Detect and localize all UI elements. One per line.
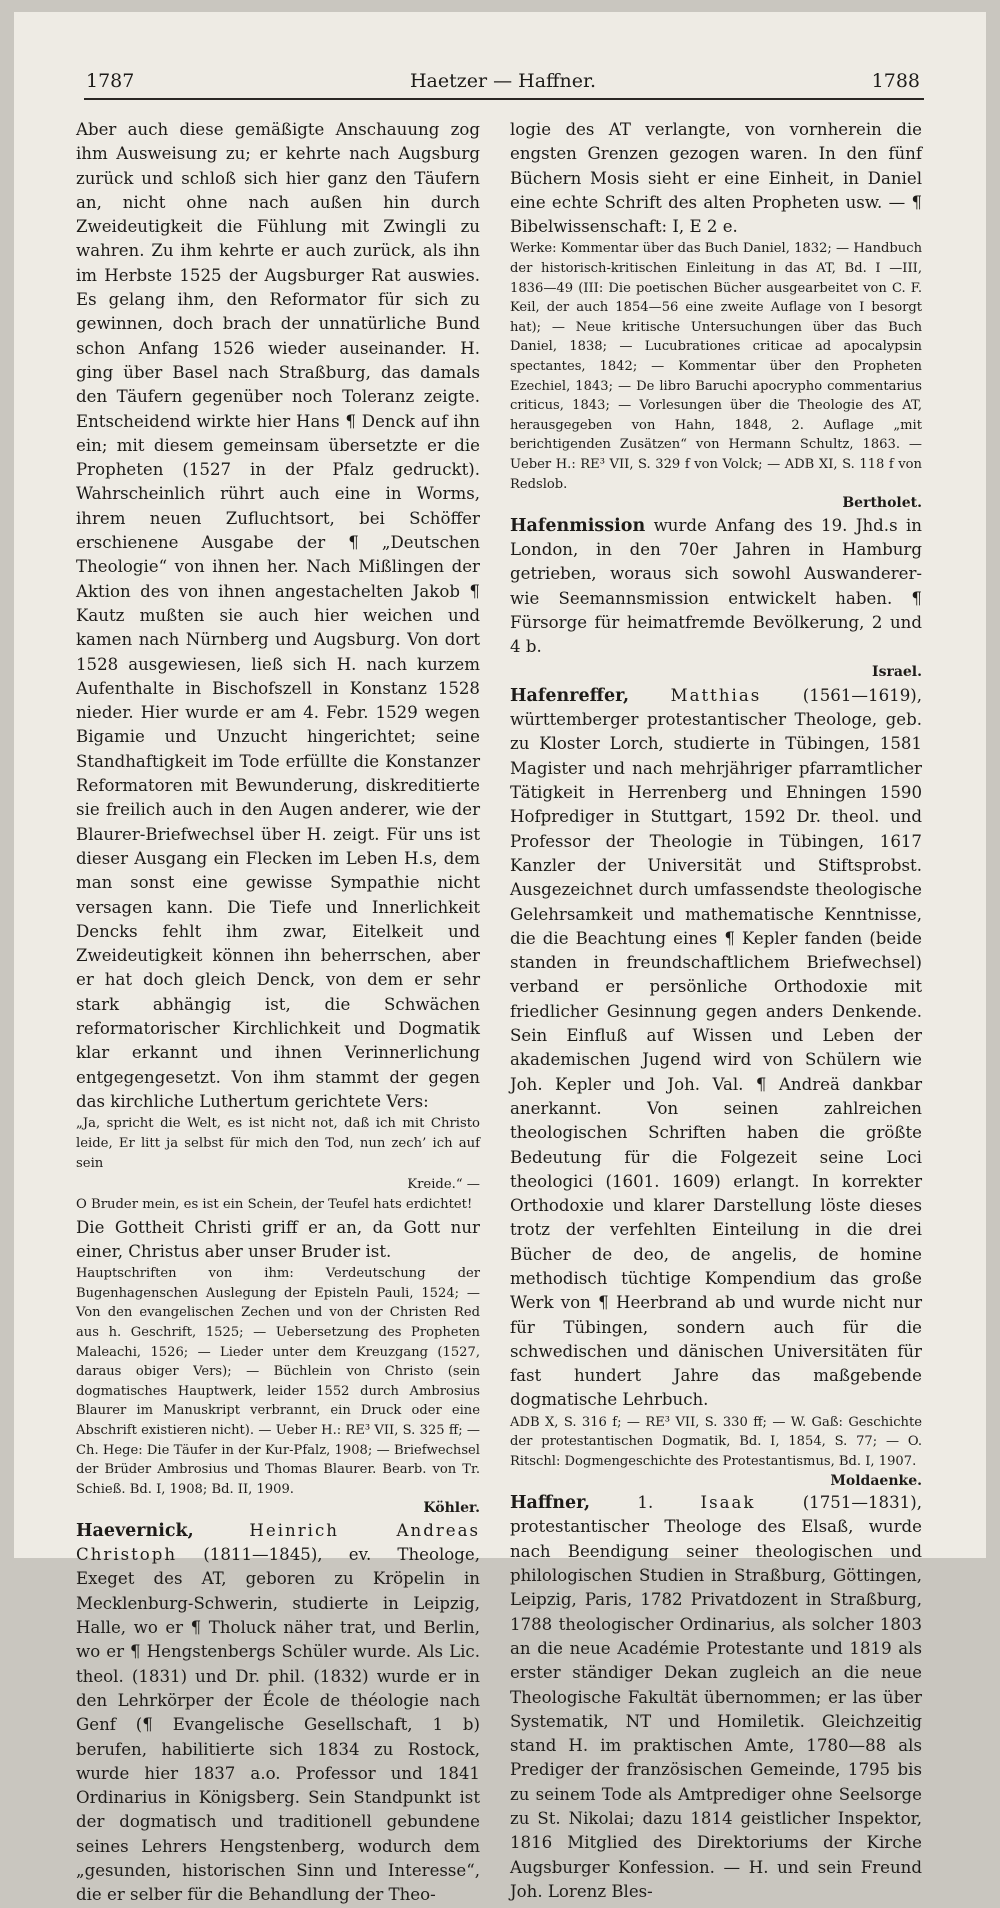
verse-quote: „Ja, spricht die Welt, es ist nicht not, daß ich mit Christo leide, Er litt ja selbst für mich den Tod, nun zech’ ich auf sein [76, 1116, 480, 1172]
author-signature: Moldaenke. [830, 1472, 922, 1489]
entry-number: 1. [637, 1493, 654, 1513]
entry-lemma: Haevernick, [76, 1520, 194, 1541]
verse-rhyme: Die Gottheit Christi griff er an, da Gott nur einer, Christus aber unser Bruder ist. [76, 1218, 480, 1262]
page-number-left: 1787 [86, 70, 135, 92]
entry-hafenreffer [510, 684, 922, 1413]
entry-haffner [510, 1491, 922, 1904]
entry-haevernick [76, 1519, 480, 1908]
haevernick-continuation: logie des AT verlangte, von vornherein die engsten Grenzen gezogen waren. In den fünf Büchern Mosis sieht er eine Einheit, in Daniel eine echte Schrift des alten Propheten usw. — ¶ Bibelwissenschaft: I, E 2 e. [510, 120, 922, 237]
page-header [86, 70, 920, 100]
haevernick-works: Werke: Kommentar über das Buch Daniel, 1832; — Handbuch der historisch-kritischen Einleitung in das AT, Bd. I —III, 1836—49 (III: Die poetischen Bücher ausgearbeitet von C. F. Keil, der auch 1854—56 eine zweite Auflage von I besorgt hat); — Neue kritische Untersuchungen über das Buch Daniel, 1838; — Lucubrationes criticae ad apocalypsin spectantes, 1842; — Kommentar über den Propheten Ezechiel, 1843; — De libro Baruchi apocrypho commentarius criticus, 1843; — Vorlesungen über die Theologie des AT, herausgegeben von Hahn, 1848, 2. Auflage „mit berichtigenden Zusätzen“ von Hermann Schultz, 1863. — Ueber H.: RE³ VII, S. 329 f von Volck; — ADB XI, S. 118 f von Redslob. Bertholet. [510, 239, 922, 513]
entry-person-name: Matthias [670, 685, 762, 705]
dictionary-page [14, 12, 986, 1905]
entry-lemma: Hafenreffer, [510, 685, 630, 706]
haetzer-bibliography: Hauptschriften von ihm: Verdeutschung der Bugenhagenschen Auslegung der Episteln Pauli, 1524; — Von den evangelischen Zechen und von der Christen Red aus h. Geschrift, 1525; — Uebersetzung des Propheten Maleachi, 1526; — Lieder unter dem Kreuzgang (1527, daraus obiger Vers); — Büchlein von Christo (sein dogmatisches Hauptwerk, leider 1552 durch Ambrosius Blaurer im Manuskript verbrannt, ein Druck oder eine Abschrift existieren nicht). — Ueber H.: RE³ VII, S. 325 ff; — Ch. Hege: Die Täufer in der Kur-Pfalz, 1908; — Briefwechsel der Brüder Ambrosius und Thomas Blaurer. Bearb. von Tr. Schieß. Bd. I, 1908; Bd. II, 1909. Köhler. [76, 1264, 480, 1519]
page-number-right: 1788 [871, 70, 920, 92]
verse-quote-end: Kreide.“ — [407, 1177, 480, 1193]
author-signature: Köhler. [423, 1500, 480, 1517]
entry-lemma: Haffner, [510, 1493, 591, 1514]
header-rule [84, 98, 924, 100]
entry-person-name: Heinrich Andreas Christoph [76, 1520, 481, 1565]
entry-hafenmission [510, 514, 922, 684]
haetzer-continuation: Aber auch diese gemäßigte Anschauung zog ihm Ausweisung zu; er kehrte nach Augsburg zurück und schloß sich hier ganz den Täufern an, nicht ohne nach außen hin durch Zweideutigkeit die Fühlung mit Zwingli zu wahren. Zu ihm kehrte er auch zurück, als ihn im Herbste 1525 der Augsburger Rat auswies. Es gelang ihm, den Reformator für sich zu gewinnen, doch brach der unnatürliche Bund schon Anfang 1526 wieder auseinander. H. ging über Basel nach Straßburg, das damals den Täufern gegenüber noch Toleranz zeigte. Entscheidend wirkte hier Hans ¶ Denck auf ihn ein; mit diesem gemeinsam übersetzte er die Propheten (1527 in der Pfalz gedruckt). Wahrscheinlich rührt auch eine in Worms, ihrem neuen Zufluchtsort, bei Schöffer erschienene Ausgabe der ¶ „Deutschen Theologie“ von ihnen her. Nach Mißlingen der Aktion des von ihnen angestachelten Jakob ¶ Kautz mußten sie auch hier weichen und kamen nach Nürnberg und Augsburg. Von dort 1528 ausgewiesen, ließ sich H. nach kurzem Aufenthalte in Bischofszell in Konstanz 1528 nieder. Hier wurde er am 4. Febr. 1529 wegen Bigamie und Unzucht hingerichtet; seine Standhaftigkeit im Tode erfüllte die Konstanzer Reformatoren mit Bewunderung, diskreditierte sie freilich auch in den Augen anderer, wie der Blaurer-Briefwechsel über H. zeigt. Für uns ist dieser Ausgang ein Flecken im Leben H.s, dem man sonst eine gewisse Sympathie nicht versagen kann. Die Tiefe und Innerlichkeit Dencks fehlt ihm zwar, Eitelkeit und Zweideutigkeit können ihn beherrschen, aber er hat doch gleich Denck, von dem er sehr stark abhängig ist, die Schwächen reformatorischer Kirchlichkeit und Dogmatik klar erkannt und ihnen Verinnerlichung entgegengesetzt. Von ihm stammt der gegen das kirchliche Luthertum gerichtete Vers: [76, 120, 480, 1111]
entry-lemma: Hafenmission [510, 515, 646, 536]
verse-line: O Bruder mein, es ist ein Schein, der Teufel hats erdichtet! [76, 1197, 473, 1213]
entry-person-name: Isaak [700, 1493, 756, 1513]
entry-body: (1751—1831), protestantischer Theologe des Elsaß, wurde nach Beendigung seiner theologischen und philologischen Studien in Straßburg, Göttingen, Leipzig, Paris, 1782 Privatdozent in Straßburg, 1788 theologischer Ordinarius, als solcher 1803 an die neue Académie Protestante und 1819 als erster ständiger Dekan zugleich an die neue Theologische Fakultät übernommen; er las über Systematik, NT und Homiletik. Gleichzeitig stand H. im praktischen Amte, 1780—88 als Prediger der französischen Gemeinde, 1795 bis zu seinem Tode als Amtprediger ohne Seelsorge zu St. Nikolai; dazu 1814 geistlicher Inspektor, 1816 Mitglied des Direktoriums der Kirche Augsburger Konfession. — H. und sein Freund Joh. Lorenz Bles- [510, 1493, 922, 1901]
author-signature: Bertholet. [842, 495, 922, 512]
author-signature: Israel. [872, 663, 922, 680]
running-title: Haetzer — Haffner. [409, 70, 597, 92]
left-column [76, 118, 481, 1905]
entry-body: (1561—1619), württemberger protestantischer Theologe, geb. zu Kloster Lorch, studierte in Tübingen, 1581 Magister und nach mehrjähriger pfarramtlicher Tätigkeit in Herrenberg und Ehningen 1590 Hofprediger in Stuttgart, 1592 Dr. theol. und Professor der Theologie in Tübingen, 1617 Kanzler der Universität und Stiftsprobst. Ausgezeichnet durch umfassendste theologische Gelehrsamkeit und mathematische Kenntnisse, die die Beachtung eines ¶ Kepler fanden (beide standen in freundschaftlichem Briefwechsel) verband er persönliche Orthodoxie mit friedlicher Gesinnung gegen anders Denkende. Sein Einfluß auf Wissen und Leben der akademischen Jugend wird von Schülern wie Joh. Kepler und Joh. Val. ¶ Andreä dankbar anerkannt. Von seinen zahlreichen theologischen Schriften haben die größte Bedeutung für die Folgezeit seine Loci theologici (1601. 1609) erlangt. In korrekter Orthodoxie und klarer Darstellung löste dieses trotz der verfehlten Einteilung in die drei Bücher de deo, de angelis, de homine methodisch tüchtige Kompendium das große Werk von ¶ Heerbrand ab und wurde nicht nur für Tübingen, sondern auch für die schwedischen und dänischen Universitäten für fast hundert Jahre das maßgebende dogmatische Lehrbuch. [510, 685, 922, 1410]
entry-body: wurde Anfang des 19. Jhd.s in London, in den 70er Jahren in Hamburg getrieben, woraus sich sowohl Auswanderer- wie Seemannsmission entwickelt haben. ¶ Fürsorge für heimatfremde Bevölkerung, 2 und 4 b. [510, 515, 922, 657]
hafenreffer-references: ADB X, S. 316 f; — RE³ VII, S. 330 ff; — W. Gaß: Geschichte der protestantischen Dogmatik, Bd. I, 1854, S. 77; — O. Ritschl: Dogmengeschichte des Protestantismus, Bd. I, 1907. Moldaenke. [510, 1413, 922, 1491]
right-column [510, 118, 922, 1901]
entry-body: (1811—1845), ev. Theologe, Exeget des AT, geboren zu Kröpelin in Mecklenburg-Schwerin, studierte in Leipzig, Halle, wo er ¶ Tholuck näher trat, und Berlin, wo er ¶ Hengstenbergs Schüler wurde. Als Lic. theol. (1831) und Dr. phil. (1832) wurde er in den Lehrkörper der École de théologie nach Genf (¶ Evangelische Gesellschaft, 1 b) berufen, habilitierte sich 1834 zu Rostock, wurde hier 1837 a.o. Professor und 1841 Ordinarius in Königsberg. Sein Standpunkt ist der dogmatisch und traditionell gebundene seines Lehrers Hengstenberg, wodurch dem „gesunden, historischen Sinn und Interesse“, die er selber für die Behandlung der Theo- [76, 1545, 481, 1905]
